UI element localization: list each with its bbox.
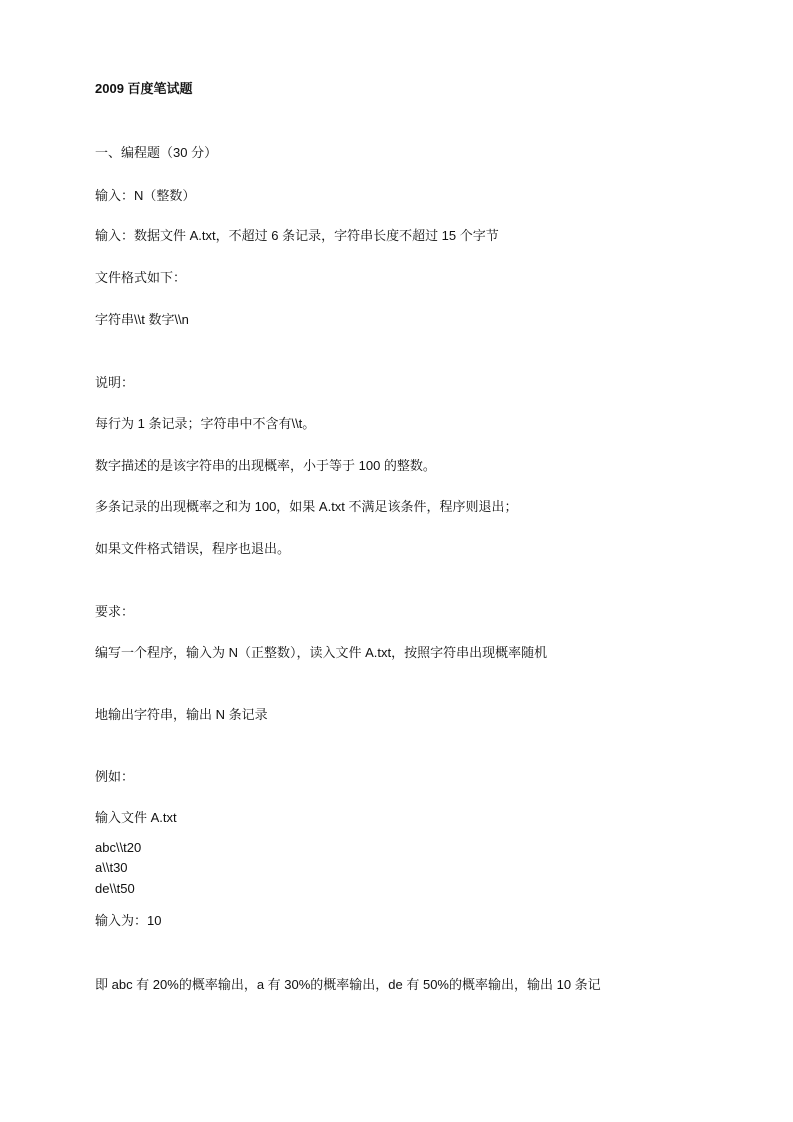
example-record: abc\\t20 bbox=[95, 840, 142, 855]
example-input: 输入为：10 bbox=[95, 913, 162, 928]
example-file-label: 输入文件 A.txt bbox=[95, 810, 177, 825]
input-n-line: 输入：N（整数） bbox=[95, 188, 196, 203]
format-line: 字符串\\t 数字\\n bbox=[95, 312, 189, 327]
example-record: de\\t50 bbox=[95, 881, 135, 896]
requirement-line: 地输出字符串，输出 N 条记录 bbox=[95, 707, 268, 722]
input-file-line: 输入：数据文件 A.txt，不超过 6 条记录，字符串长度不超过 15 个字节 bbox=[95, 228, 499, 243]
requirement-line: 编写一个程序，输入为 N（正整数），读入文件 A.txt，按照字符串出现概率随机 bbox=[95, 645, 548, 660]
format-label: 文件格式如下： bbox=[95, 270, 187, 285]
example-label: 例如： bbox=[95, 769, 135, 784]
requirements-label: 要求： bbox=[95, 604, 135, 619]
document-title: 2009 百度笔试题 bbox=[95, 81, 193, 96]
explain-item: 数字描述的是该字符串的出现概率，小于等于 100 的整数。 bbox=[95, 458, 436, 473]
explain-item: 如果文件格式错误，程序也退出。 bbox=[95, 541, 291, 556]
explain-item: 多条记录的出现概率之和为 100，如果 A.txt 不满足该条件，程序则退出； bbox=[95, 499, 518, 514]
section-heading: 一、编程题（30 分） bbox=[95, 145, 218, 160]
explain-label: 说明： bbox=[95, 375, 135, 390]
example-description: 即 abc 有 20%的概率输出，a 有 30%的概率输出，de 有 50%的概率输出，输出 10 条记 bbox=[95, 977, 601, 992]
example-record: a\\t30 bbox=[95, 860, 128, 875]
explain-item: 每行为 1 条记录；字符串中不含有\\t。 bbox=[95, 416, 316, 431]
